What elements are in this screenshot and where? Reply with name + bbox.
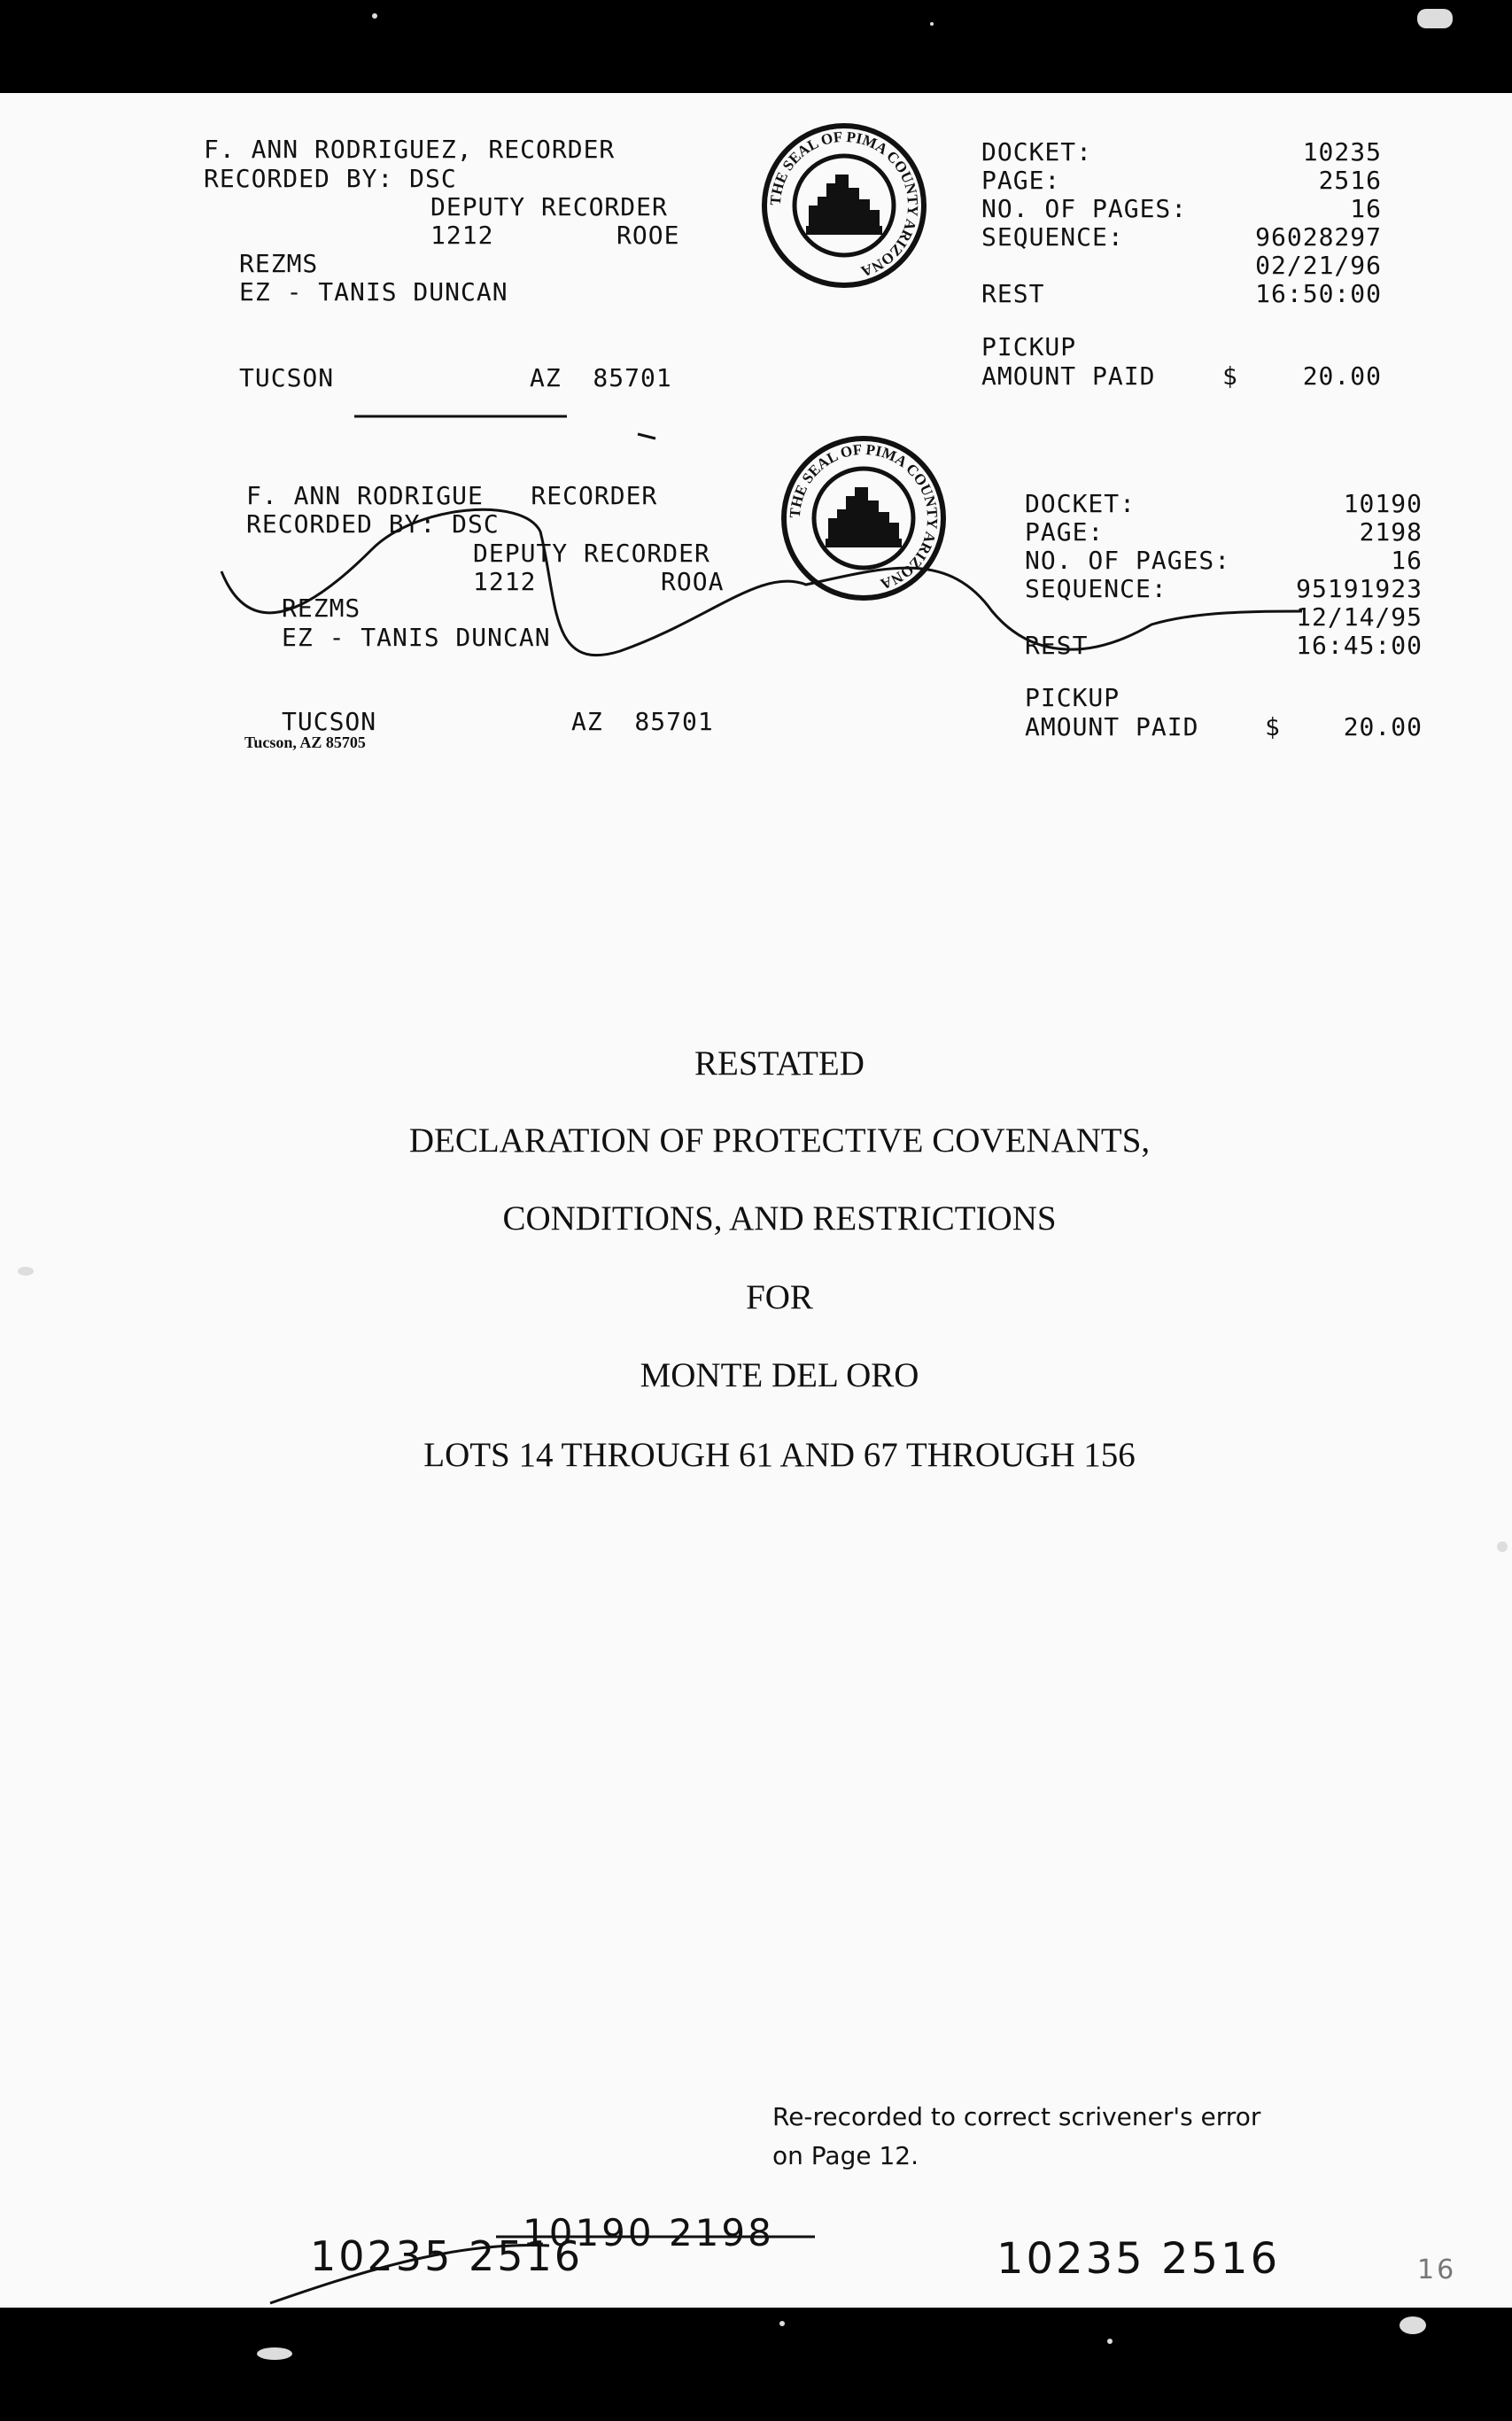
time-value: 16:45:00 (1296, 631, 1423, 660)
pickup-label: PICKUP (1025, 683, 1120, 712)
amount-paid-label: AMOUNT PAID (1025, 712, 1199, 741)
current-docket-page: 10235 2516 (996, 2234, 1281, 2284)
deputy-recorder: DEPUTY RECORDER (473, 539, 710, 568)
recorded-by: RECORDED BY: DSC (204, 164, 457, 193)
recorder-code: 1212 (473, 567, 537, 596)
state-zip: AZ 85701 (571, 707, 714, 736)
pages-value: 16 (1391, 546, 1423, 575)
page-label: PAGE: (1025, 517, 1105, 547)
page-value: 2516 (1318, 166, 1382, 195)
amount-paid-label: AMOUNT PAID (981, 361, 1156, 391)
city: TUCSON (282, 707, 377, 736)
rezms-label: REZMS (239, 249, 319, 278)
sequence-label: SEQUENCE: (1025, 574, 1167, 603)
page-value: 2198 (1359, 517, 1423, 547)
rest-label: REST (1025, 631, 1089, 660)
docket-value: 10235 (1302, 137, 1382, 167)
rezms-label: REZMS (282, 594, 361, 623)
dollar-sign: $ (1222, 361, 1238, 391)
amount-paid-value: 20.00 (1343, 712, 1423, 741)
city: TUCSON (239, 363, 335, 392)
pages-label: NO. OF PAGES: (981, 194, 1188, 223)
title-line-3: CONDITIONS, AND RESTRICTIONS (502, 1199, 1057, 1238)
struck-docket-page-prior: 10190 2198 (523, 2211, 774, 2254)
title-line-5: MONTE DEL ORO (640, 1356, 919, 1394)
sequence-value: 96028297 (1255, 222, 1382, 252)
docket-label: DOCKET: (1025, 489, 1136, 518)
recorded-by: RECORDED BY: DSC (246, 509, 500, 539)
title-line-1: RESTATED (694, 1044, 865, 1082)
time-value: 16:50:00 (1255, 279, 1382, 308)
pickup-label: PICKUP (981, 332, 1077, 361)
re-recorded-note-line-2: on Page 12. (772, 2141, 919, 2170)
handwritten-address: Tucson, AZ 85705 (244, 733, 366, 751)
re-recorded-note-line-1: Re-recorded to correct scrivener's error (772, 2102, 1261, 2131)
recorder-code-2: ROOE (616, 221, 680, 250)
deputy-recorder: DEPUTY RECORDER (430, 192, 668, 221)
state-zip: AZ 85701 (530, 363, 672, 392)
date-value: 12/14/95 (1296, 602, 1423, 632)
docket-value: 10190 (1343, 489, 1423, 518)
sequence-value: 95191923 (1296, 574, 1423, 603)
page-label: PAGE: (981, 166, 1061, 195)
svg-text:THE SEAL OF PIMA COUNTY ARIZON: THE SEAL OF PIMA COUNTY ARIZONA (786, 440, 942, 594)
corner-page-mark: 16 (1417, 2254, 1457, 2285)
recorder-code-2: ROOA (661, 567, 725, 596)
recorder-name: F. ANN RODRIGUEZ, RECORDER (204, 135, 616, 164)
amount-paid-value: 20.00 (1302, 361, 1382, 391)
pages-label: NO. OF PAGES: (1025, 546, 1231, 575)
docket-label: DOCKET: (981, 137, 1093, 167)
date-value: 02/21/96 (1255, 251, 1382, 280)
rest-label: REST (981, 279, 1045, 308)
pages-value: 16 (1350, 194, 1382, 223)
submitter-name: EZ - TANIS DUNCAN (282, 623, 551, 652)
dollar-sign: $ (1265, 712, 1281, 741)
title-line-6: LOTS 14 THROUGH 61 AND 67 THROUGH 156 (423, 1436, 1136, 1474)
title-line-4: FOR (746, 1278, 813, 1316)
struck-docket-page-old: 10235 2516 (310, 2232, 584, 2280)
sequence-label: SEQUENCE: (981, 222, 1124, 252)
recorder-code: 1212 (430, 221, 494, 250)
submitter-name: EZ - TANIS DUNCAN (239, 277, 508, 307)
title-line-2: DECLARATION OF PROTECTIVE COVENANTS, (408, 1121, 1151, 1160)
svg-text:THE SEAL OF PIMA COUNTY ARIZON: THE SEAL OF PIMA COUNTY ARIZONA (766, 128, 922, 281)
recorder-name: F. ANN RODRIGUE RECORDER (246, 481, 658, 510)
